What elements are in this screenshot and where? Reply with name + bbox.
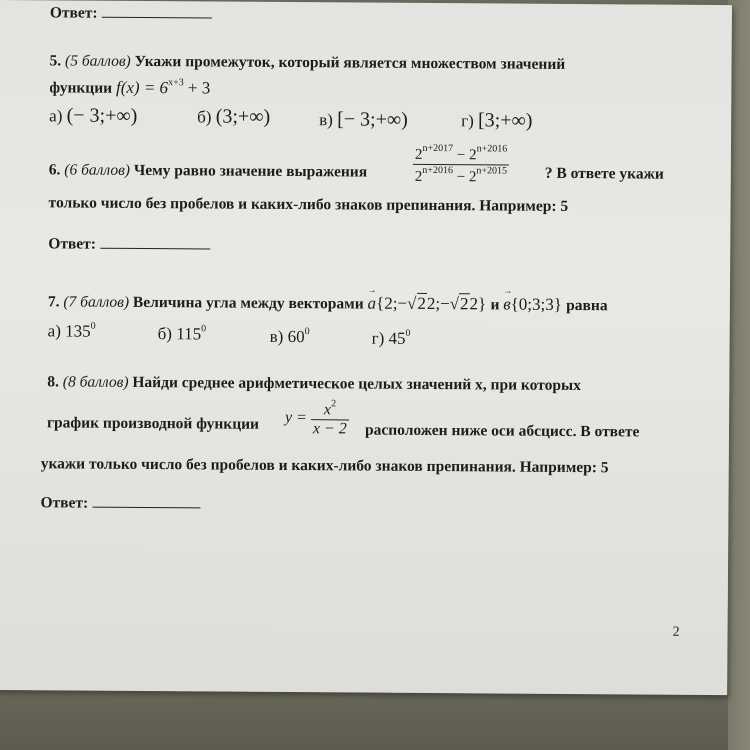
- q5-function-lhs: f(x) = 6: [115, 77, 169, 98]
- page-number: 2: [672, 624, 680, 640]
- degree-mark: 0: [90, 320, 96, 332]
- q8-points: (8 баллов): [62, 373, 129, 391]
- vector-a-coord-1: {2;−: [376, 293, 408, 313]
- option-value: [− 3;+∞): [337, 108, 408, 131]
- answer-label: Ответ:: [48, 235, 97, 253]
- q7-option-b[interactable]: [158, 323, 207, 344]
- q6-fraction: [413, 143, 510, 187]
- q6-title: [49, 161, 367, 181]
- den-exp-a: n+2016: [422, 164, 453, 177]
- q6-line2: только число без пробелов и каких-либо знаков препинания. Например: 5: [48, 194, 569, 215]
- vector-a-coord-2: 2;−: [426, 293, 450, 314]
- q6-text: Чему равно значение выражения: [133, 161, 368, 181]
- q8-formula: [285, 398, 349, 438]
- q7-and: и: [490, 296, 500, 314]
- answer-blank[interactable]: [92, 507, 200, 509]
- q7-ending: равна: [566, 296, 608, 315]
- q6-numerator: [413, 143, 509, 166]
- answer-blank[interactable]: [100, 248, 210, 250]
- option-letter: г): [461, 111, 474, 131]
- q6-number: 6.: [48, 161, 61, 179]
- num-exp-a: n+2017: [422, 142, 454, 155]
- q7-option-c[interactable]: [270, 326, 310, 347]
- formula-numerator-exp: 2: [331, 398, 337, 410]
- q5-func-word: функции: [49, 79, 113, 97]
- sqrt-arg-1: 2: [417, 293, 426, 313]
- q8-title: [47, 373, 581, 395]
- option-letter: б): [197, 107, 212, 127]
- vector-a-symbol: → a: [368, 294, 377, 314]
- q5-function-line: [49, 76, 210, 98]
- q7-points: (7 баллов): [63, 293, 130, 311]
- q6-points: (6 баллов): [64, 161, 131, 179]
- option-value: 115: [176, 324, 202, 344]
- q6-after: ? В ответе укажи: [544, 164, 664, 183]
- formula-denominator: x − 2: [312, 420, 347, 438]
- option-letter: в): [319, 110, 333, 130]
- option-letter: б): [157, 324, 173, 344]
- vector-b-symbol: → в: [503, 295, 511, 315]
- option-value: 45: [388, 328, 406, 348]
- formula-y: y =: [285, 409, 308, 427]
- q5-title: [50, 52, 566, 74]
- q8-number: 8.: [47, 373, 60, 391]
- q8-line3: укажи только число без пробелов и каких-либо знаков препинания. Например: 5: [40, 455, 609, 477]
- q7-text: Величина угла между векторами: [132, 293, 364, 313]
- answer-line-q8: [40, 494, 200, 513]
- q7-vector-a: → a{2;−√22;−√22}: [368, 294, 491, 314]
- desk-edge: [728, 0, 750, 750]
- q6-denominator: [413, 165, 509, 187]
- q5-function-rhs: + 3: [187, 78, 211, 98]
- q5-option-b[interactable]: [197, 105, 270, 129]
- option-letter: а): [47, 321, 61, 341]
- q8-line2a: график производной функции: [46, 414, 260, 433]
- q5-function-exponent: x+3: [168, 77, 184, 89]
- answer-label: Ответ:: [49, 4, 98, 22]
- q5-option-c[interactable]: [319, 108, 408, 132]
- q7-option-a[interactable]: [48, 320, 96, 341]
- den-exp-b: n+2015: [476, 165, 508, 177]
- option-value: [3;+∞): [477, 109, 533, 132]
- q7-vector-b: [503, 295, 566, 314]
- q8-text: Найди среднее арифметическое целых значений x, при которых: [132, 373, 581, 395]
- q7-option-d[interactable]: [372, 328, 411, 349]
- num-base: 2: [414, 146, 423, 163]
- den-base-b: − 2: [456, 169, 477, 186]
- q8-line2b: расположен ниже оси абсцисс. В ответе: [364, 421, 640, 441]
- den-base: 2: [414, 168, 423, 185]
- q5-points: (5 баллов): [65, 52, 131, 70]
- option-letter: г): [371, 328, 385, 348]
- q5-option-a[interactable]: [49, 104, 137, 128]
- option-letter: в): [269, 326, 284, 346]
- option-value: (3;+∞): [215, 105, 271, 128]
- sqrt-arg-2: 2: [459, 294, 469, 314]
- q5-number: 5.: [49, 52, 62, 70]
- answer-label: Ответ:: [40, 494, 89, 512]
- num-base-b: − 2: [456, 147, 477, 164]
- q7-title: [48, 291, 608, 315]
- num-exp-b: n+2016: [476, 143, 508, 155]
- degree-mark: 0: [201, 323, 207, 335]
- answer-line-q6: [48, 235, 210, 254]
- vector-b-coords: {0;3;3}: [510, 294, 563, 314]
- option-value: 135: [65, 321, 91, 341]
- q7-number: 7.: [47, 293, 60, 311]
- degree-mark: 0: [304, 326, 310, 338]
- answer-blank[interactable]: [101, 17, 211, 19]
- q5-option-d[interactable]: [461, 109, 532, 132]
- degree-mark: 0: [405, 327, 411, 339]
- option-value: (− 3;+∞): [66, 104, 138, 127]
- option-letter: а): [49, 106, 63, 126]
- option-value: 60: [287, 327, 305, 347]
- q5-text: Укажи промежуток, который является множеством значений: [134, 52, 566, 73]
- vector-a-coord-3: 2}: [469, 294, 487, 314]
- answer-line-top: [50, 4, 212, 23]
- formula-numerator: x: [323, 401, 332, 419]
